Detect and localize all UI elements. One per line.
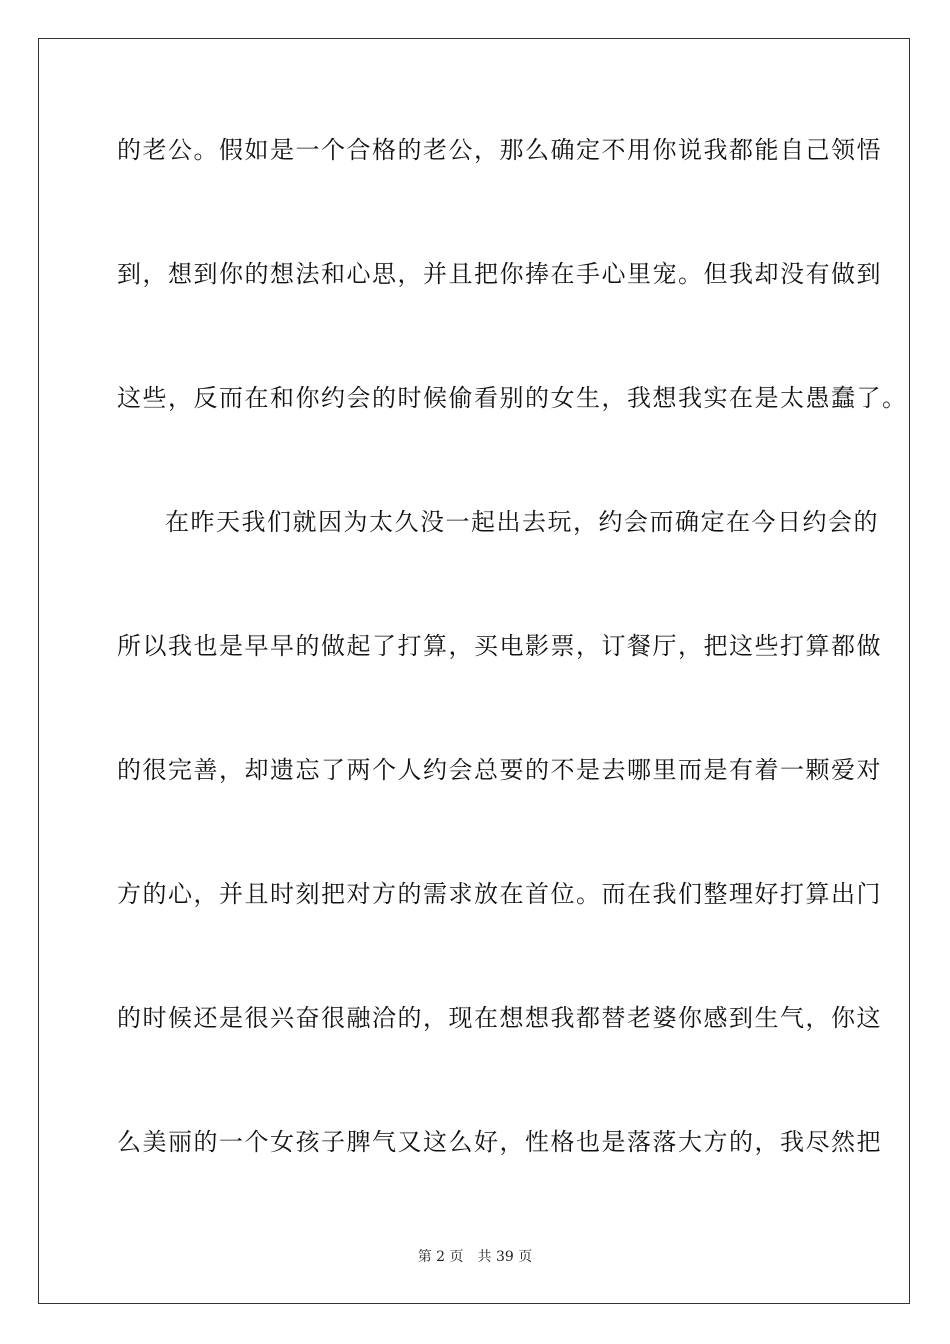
paragraph-line: 的时候还是很兴奋很融洽的，现在想想我都替老婆你感到生气，你这 — [117, 1004, 882, 1032]
paragraph-line: 的很完善，却遗忘了两个人约会总要的不是去哪里而是有着一颗爱对 — [117, 756, 882, 784]
page-total: 共 39 页 — [477, 1249, 533, 1265]
paragraph-line: 这些，反而在和你约会的时候偷看别的女生，我想我实在是太愚蠢了。 — [117, 384, 908, 412]
paragraph-line: 到，想到你的想法和心思，并且把你捧在手心里宠。但我却没有做到 — [117, 260, 882, 288]
paragraph-line: 在昨天我们就因为太久没一起出去玩，约会而确定在今日约会的 — [165, 508, 879, 536]
paragraph-line: 么美丽的一个女孩子脾气又这么好，性格也是落落大方的，我尽然把 — [117, 1128, 882, 1156]
page-footer — [0, 1248, 950, 1266]
paragraph-line: 所以我也是早早的做起了打算，买电影票，订餐厅，把这些打算都做 — [117, 632, 882, 660]
paragraph-line: 方的心，并且时刻把对方的需求放在首位。而在我们整理好打算出门 — [117, 880, 882, 908]
page-number: 第 2 页 — [417, 1249, 464, 1265]
page-border — [38, 38, 910, 1304]
paragraph-line: 的老公。假如是一个合格的老公，那么确定不用你说我都能自己领悟 — [117, 136, 882, 164]
